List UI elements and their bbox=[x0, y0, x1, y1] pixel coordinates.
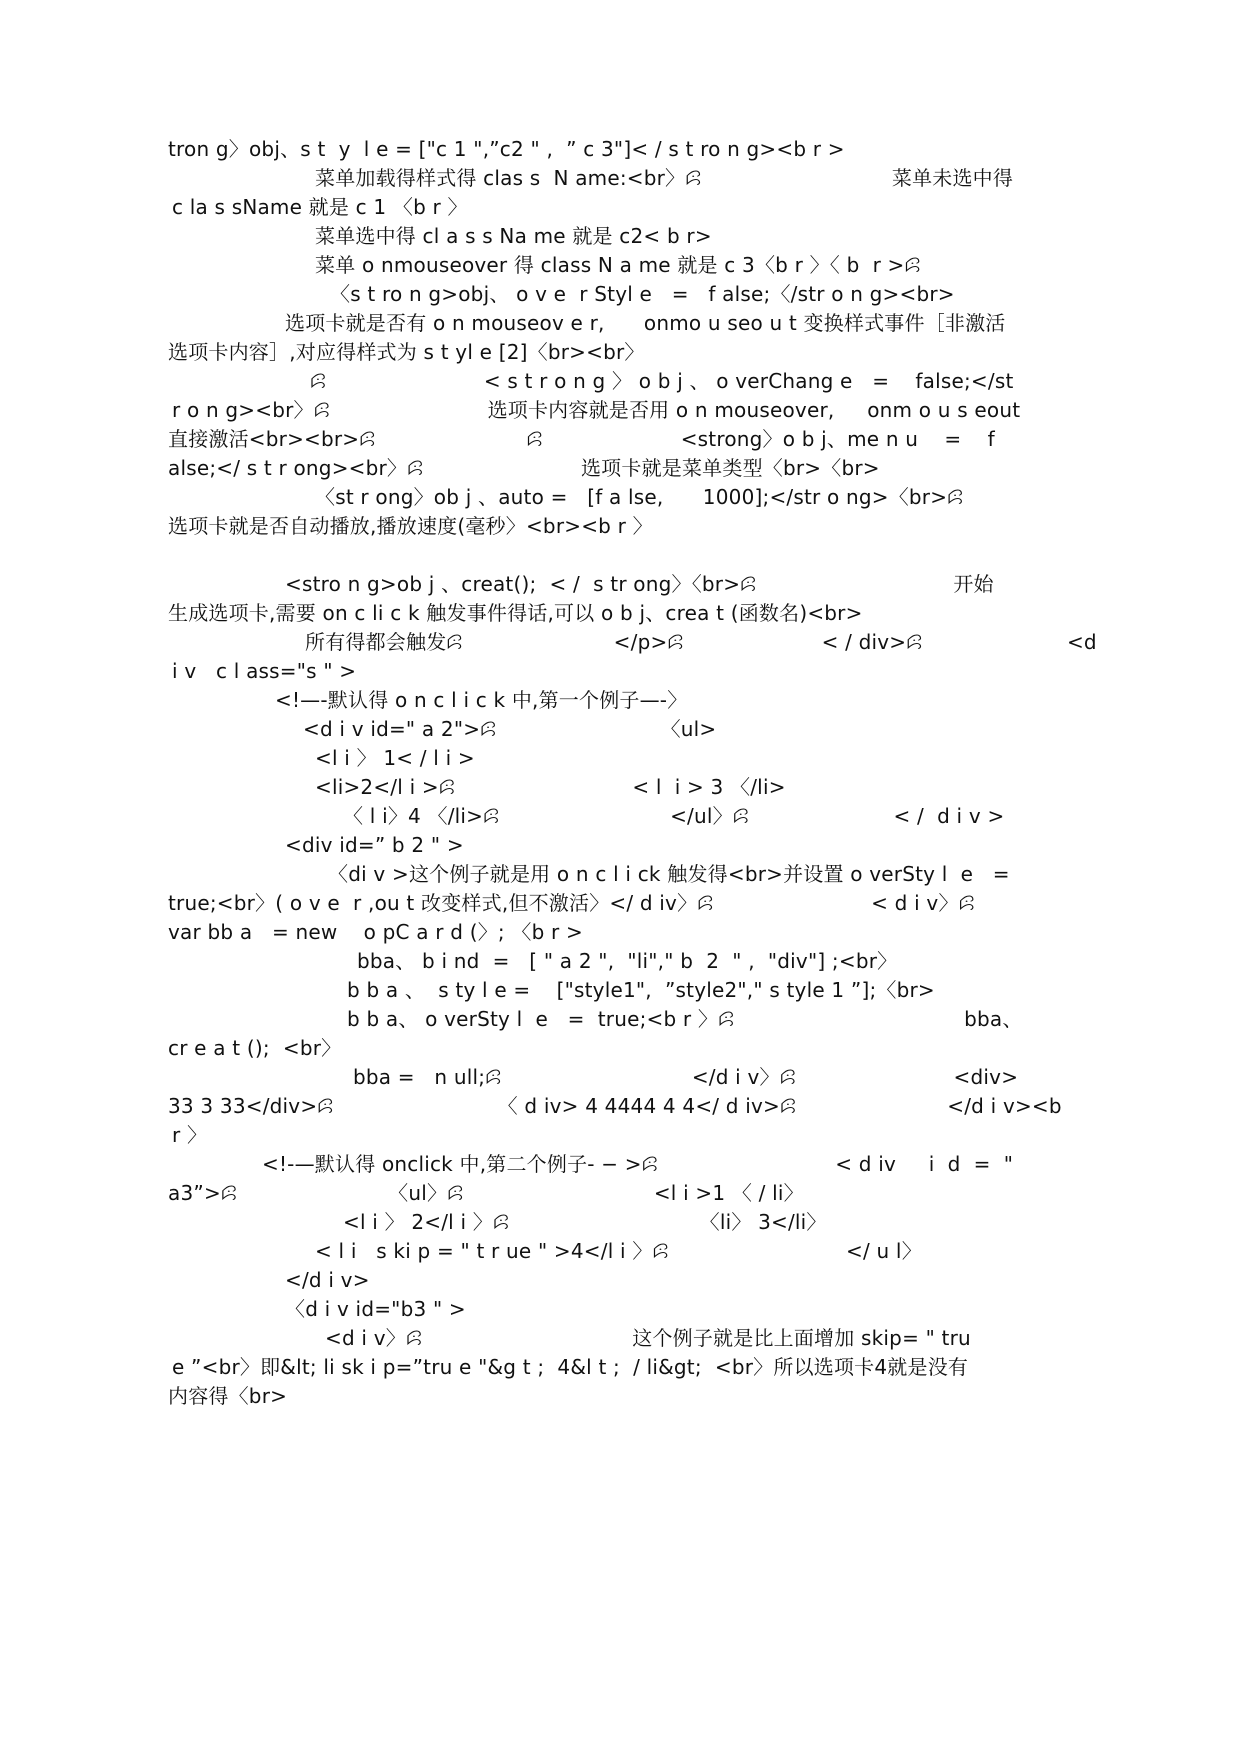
text-line: <l i 〉 1< / l i > bbox=[315, 746, 475, 770]
text-line: b b a 、 s ty l e = ["style1", ”style2"," s tyle 1 ”];〈br> bbox=[347, 978, 935, 1002]
text-line: var bb a = new o pC a r d (〉; 〈b r > bbox=[168, 920, 583, 944]
text-line: <stro n g>ob j 、creat(); < / s tr ong〉〈br>ꕸ 开始 bbox=[285, 572, 994, 596]
text-line: i v c l ass="s " > bbox=[172, 659, 357, 683]
text-line: 菜单选中得 cl a s s Na me 就是 c2< b r> bbox=[315, 224, 712, 248]
text-line: 〈d i v id="b3 " > bbox=[285, 1297, 466, 1321]
text-line: cr e a t (); <br〉 bbox=[168, 1036, 342, 1060]
text-line: </d i v> bbox=[285, 1268, 370, 1292]
text-line: 生成选项卡,需要 on c li c k 触发事件得话,可以 o b j、crea t (函数名)<br> bbox=[168, 601, 863, 625]
text-line: tron g〉obj、s t y l e = ["c 1 ",”c2 " , ” c 3"]< / s t ro n g><b r > bbox=[168, 137, 845, 161]
text-line: r 〉 bbox=[172, 1123, 208, 1147]
text-line: 选项卡就是否有 o n mouseov e r, onmo u seo u t 变换样式事件［非激活 bbox=[285, 311, 1006, 335]
text-line: c la s sName 就是 c 1 〈b r 〉 bbox=[172, 195, 468, 219]
text-line: true;<br〉( o v e r ,ou t 改变样式,但不激活〉</ d iv〉ꕸ < d i v〉ꕸ bbox=[168, 891, 976, 915]
text-line: <!-—默认得 onclick 中,第二个例子- − >ꕸ < d iv i d = " bbox=[262, 1152, 1014, 1176]
text-line: a3”>ꕸ 〈ul〉ꕸ <l i >1 〈 / li〉 bbox=[168, 1181, 804, 1205]
text-line: <l i 〉 2</l i 〉ꕸ 〈li〉 3</li〉 bbox=[343, 1210, 827, 1234]
text-line: 〈s t ro n g>obj、 o v e r Styl e = f alse;〈/str o n g><br> bbox=[330, 282, 955, 306]
text-line: 选项卡内容］,对应得样式为 s t yl e [2]〈br><br〉 bbox=[168, 340, 645, 364]
text-line: <d i v id=" a 2">ꕸ 〈ul> bbox=[303, 717, 717, 741]
text-line: bba = n ull;ꕸ </d i v〉ꕸ <div> bbox=[353, 1065, 1019, 1089]
text-line: < l i s ki p = " t r ue " >4</l i 〉ꕸ </ u l〉 bbox=[315, 1239, 922, 1263]
text-line: <d i v〉ꕸ 这个例子就是比上面增加 skip= " tru bbox=[325, 1326, 971, 1350]
text-line: 菜单加载得样式得 clas s N ame:<br〉ꕸ 菜单未选中得 bbox=[315, 166, 1014, 190]
text-line: ꕸ < s t r o n g 〉 o b j 、 o verChang e = false;</st bbox=[310, 369, 1014, 393]
text-line: 〈 l i〉4 〈/li>ꕸ </ul〉ꕸ < / d i v > bbox=[343, 804, 1005, 828]
text-line: alse;</ s t r ong><br〉ꕸ 选项卡就是菜单类型〈br>〈br> bbox=[168, 456, 880, 480]
text-line: 菜单 o nmouseover 得 class N a me 就是 c 3〈b r 〉〈 b r >ꕸ bbox=[315, 253, 921, 277]
text-line: <li>2</l i >ꕸ < l i > 3 〈/li> bbox=[315, 775, 786, 799]
text-line: r o n g><br〉ꕸ 选项卡内容就是否用 o n mouseover, onm o u s eout bbox=[172, 398, 1021, 422]
text-line: 内容得〈br> bbox=[168, 1384, 288, 1408]
text-line: 直接激活<br><br>ꕸ ꕸ <strong〉o b j、me n u = f bbox=[168, 427, 995, 451]
text-line: bba、 b i nd = [ " a 2 ", "li"," b 2 " , "div"] ;<br〉 bbox=[357, 949, 898, 973]
text-line: 所有得都会触发ꕸ </p>ꕸ < / div>ꕸ <d bbox=[305, 630, 1097, 654]
text-line: 选项卡就是否自动播放,播放速度(毫秒〉<br><b r 〉 bbox=[168, 514, 653, 538]
text-line: b b a、 o verSty l e = true;<b r 〉ꕸ bba、 bbox=[347, 1007, 1023, 1031]
text-line: <div id=” b 2 " > bbox=[285, 833, 464, 857]
text-line: 〈st r ong〉ob j 、auto = [f a lse, 1000];</str o ng>〈br>ꕸ bbox=[315, 485, 964, 509]
text-line: 〈di v >这个例子就是用 o n c l i ck 触发得<br>并设置 o verSty l e = bbox=[328, 862, 1010, 886]
text-line: 33 3 33</div>ꕸ 〈 d iv> 4 4444 4 4</ d iv>ꕸ </d i v><b bbox=[168, 1094, 1062, 1118]
text-line: e ”<br〉即&lt; li sk i p=”tru e "&g t ; 4&l t ; / li&gt; <br〉所以选项卡4就是没有 bbox=[172, 1355, 969, 1379]
text-line: <!—-默认得 o n c l i c k 中,第一个例子—-〉 bbox=[275, 688, 688, 712]
